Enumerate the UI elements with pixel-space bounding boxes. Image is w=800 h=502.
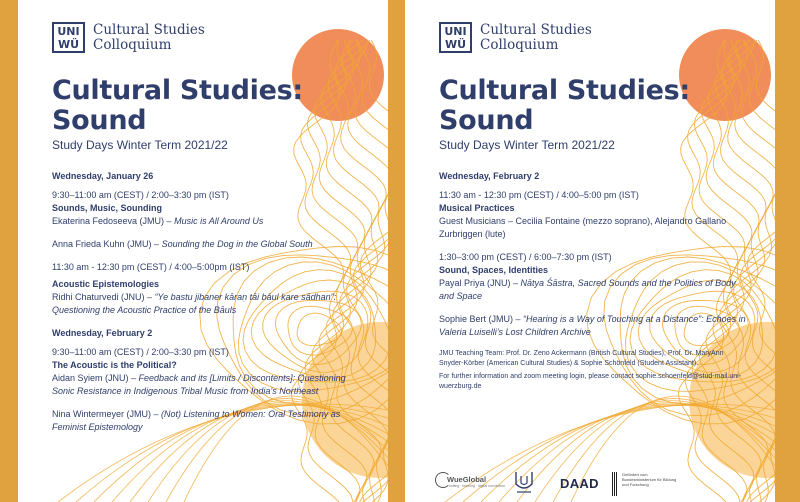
session-title: Acoustic Epistemologies <box>52 279 160 289</box>
logo-line-1: Cultural Studies <box>480 21 592 38</box>
session-time: 1:30–3:00 pm (CEST) / 6:00–7:30 pm (IST) <box>439 252 612 262</box>
talk-title: Feedback and its [Limits / Discontents]: Questioning Sonic Resistance in Indigenous Tribal Music from India’s Northeast <box>52 373 346 396</box>
talk-title: “Hearing is a Way of Touching at a Distance”: Echoes in Valeria Luiselli’s Lost Children Archive <box>439 314 746 337</box>
session-time: 9:30–11:00 am (CEST) / 2:00–3:30 pm (IST) <box>52 190 229 200</box>
day-heading: Wednesday, February 2 <box>52 328 153 338</box>
uniwue-logo <box>439 22 592 53</box>
title-line-1: Cultural Studies: <box>52 75 303 106</box>
jnu-emblem-icon <box>513 470 535 494</box>
logo-line-1: Cultural Studies <box>93 21 205 38</box>
program-right <box>439 170 749 391</box>
talk <box>52 408 362 434</box>
title-line-1: Cultural Studies: <box>439 75 690 106</box>
poster-left <box>18 0 388 502</box>
logo-mark-bottom: WÜ <box>57 38 80 51</box>
title-line-2: Sound <box>52 105 147 136</box>
talk <box>52 238 362 251</box>
talk-speaker: Ridhi Chaturvedi (JNU) – <box>52 292 153 302</box>
session-title: Musical Practices <box>439 203 515 213</box>
talk-speaker: Payal Priya (JNU) – <box>439 278 519 288</box>
talk-speaker: Aidan Syiem (JNU) – <box>52 373 137 383</box>
talk-speaker: Ekaterina Fedoseeva (JMU) – <box>52 216 172 226</box>
poster-subtitle: Study Days Winter Term 2021/22 <box>439 138 615 152</box>
title-line-2: Sound <box>439 105 534 136</box>
talk-title: (Not) Listening to Women: Oral Testimony as Feminist Epistemology <box>52 409 341 432</box>
talk <box>439 277 749 303</box>
talk <box>52 372 362 398</box>
session-title: The Acoustic is the Political? <box>52 360 177 370</box>
logo-mark <box>52 22 85 53</box>
logo-mark-top: UNI <box>444 25 467 38</box>
talk-speaker: Sophie Bert (JMU) – <box>439 314 521 324</box>
session-text: Guest Musicians – Cecilia Fontaine (mezzo soprano), Alejandro Gallano Zurbriggen (lute) <box>439 216 727 239</box>
bmbf-logo <box>612 470 682 498</box>
talk-title: Nātya Śāstra, Sacred Sounds and the Politics of Body and Space <box>439 278 736 301</box>
bmbf-text: Gefördert vom Bundesministerium für Bildung und Forschung <box>622 472 677 487</box>
talk <box>439 313 749 339</box>
talk-title: “Ye bastu jibaner kāraṇ tāi bāul kare sādhan”: Questioning the Acoustic Practice of the Bāuls <box>52 292 337 315</box>
session-time: 11:30 am - 12:30 pm (CEST) / 4:00–5:00pm (IST) <box>52 262 250 272</box>
poster-title <box>439 76 759 136</box>
day-heading: Wednesday, February 2 <box>439 171 540 181</box>
session-title: Sounds, Music, Sounding <box>52 203 162 213</box>
contact-info: For further information and zoom meeting login, please contact sophie.schoenfeld@stud-mail.uni-wuerzburg.de <box>439 373 742 390</box>
teaching-team: JMU Teaching Team: Prof. Dr. Zeno Ackermann (British Cultural Studies), Prof. Dr. MaryAnn Snyder-Körber (American Cultural Studies) & Sophie Schönfeld (Student Assistant). <box>439 350 724 367</box>
poster-subtitle: Study Days Winter Term 2021/22 <box>52 138 228 152</box>
wueglobal-logo <box>435 470 505 492</box>
daad-logo: DAAD <box>560 476 599 491</box>
day-heading: Wednesday, January 26 <box>52 171 154 181</box>
logo-mark-top: UNI <box>57 25 80 38</box>
wueglobal-name: WueGlobal <box>447 475 487 484</box>
session-time: 9:30–11:00 am (CEST) / 2:00–3:30 pm (IST) <box>52 347 229 357</box>
logo-line-2: Colloquium <box>93 36 172 53</box>
poster-right <box>405 0 775 502</box>
uniwue-logo <box>52 22 205 53</box>
logo-text <box>480 23 592 53</box>
poster-title <box>52 76 372 136</box>
session-time: 11:30 am - 12:30 pm (CEST) / 4:00–5:00 pm (IST) <box>439 190 639 200</box>
talk-title: Music is All Around Us <box>174 216 264 226</box>
logo-mark-bottom: WÜ <box>444 38 467 51</box>
logo-mark <box>439 22 472 53</box>
wueglobal-tagline: uniting · learning · digital connection <box>449 484 506 488</box>
session-title: Sound, Spaces, Identities <box>439 265 549 275</box>
program-left <box>52 170 362 434</box>
eagle-icon <box>612 472 618 496</box>
talk-title: Sounding the Dog in the Global South <box>161 239 313 249</box>
talk <box>52 291 362 317</box>
talk-speaker: Anna Frieda Kuhn (JMU) – <box>52 239 160 249</box>
logo-line-2: Colloquium <box>480 36 559 53</box>
talk <box>52 215 362 228</box>
logo-text <box>93 23 205 53</box>
talk-speaker: Nina Wintermeyer (JMU) – <box>52 409 159 419</box>
